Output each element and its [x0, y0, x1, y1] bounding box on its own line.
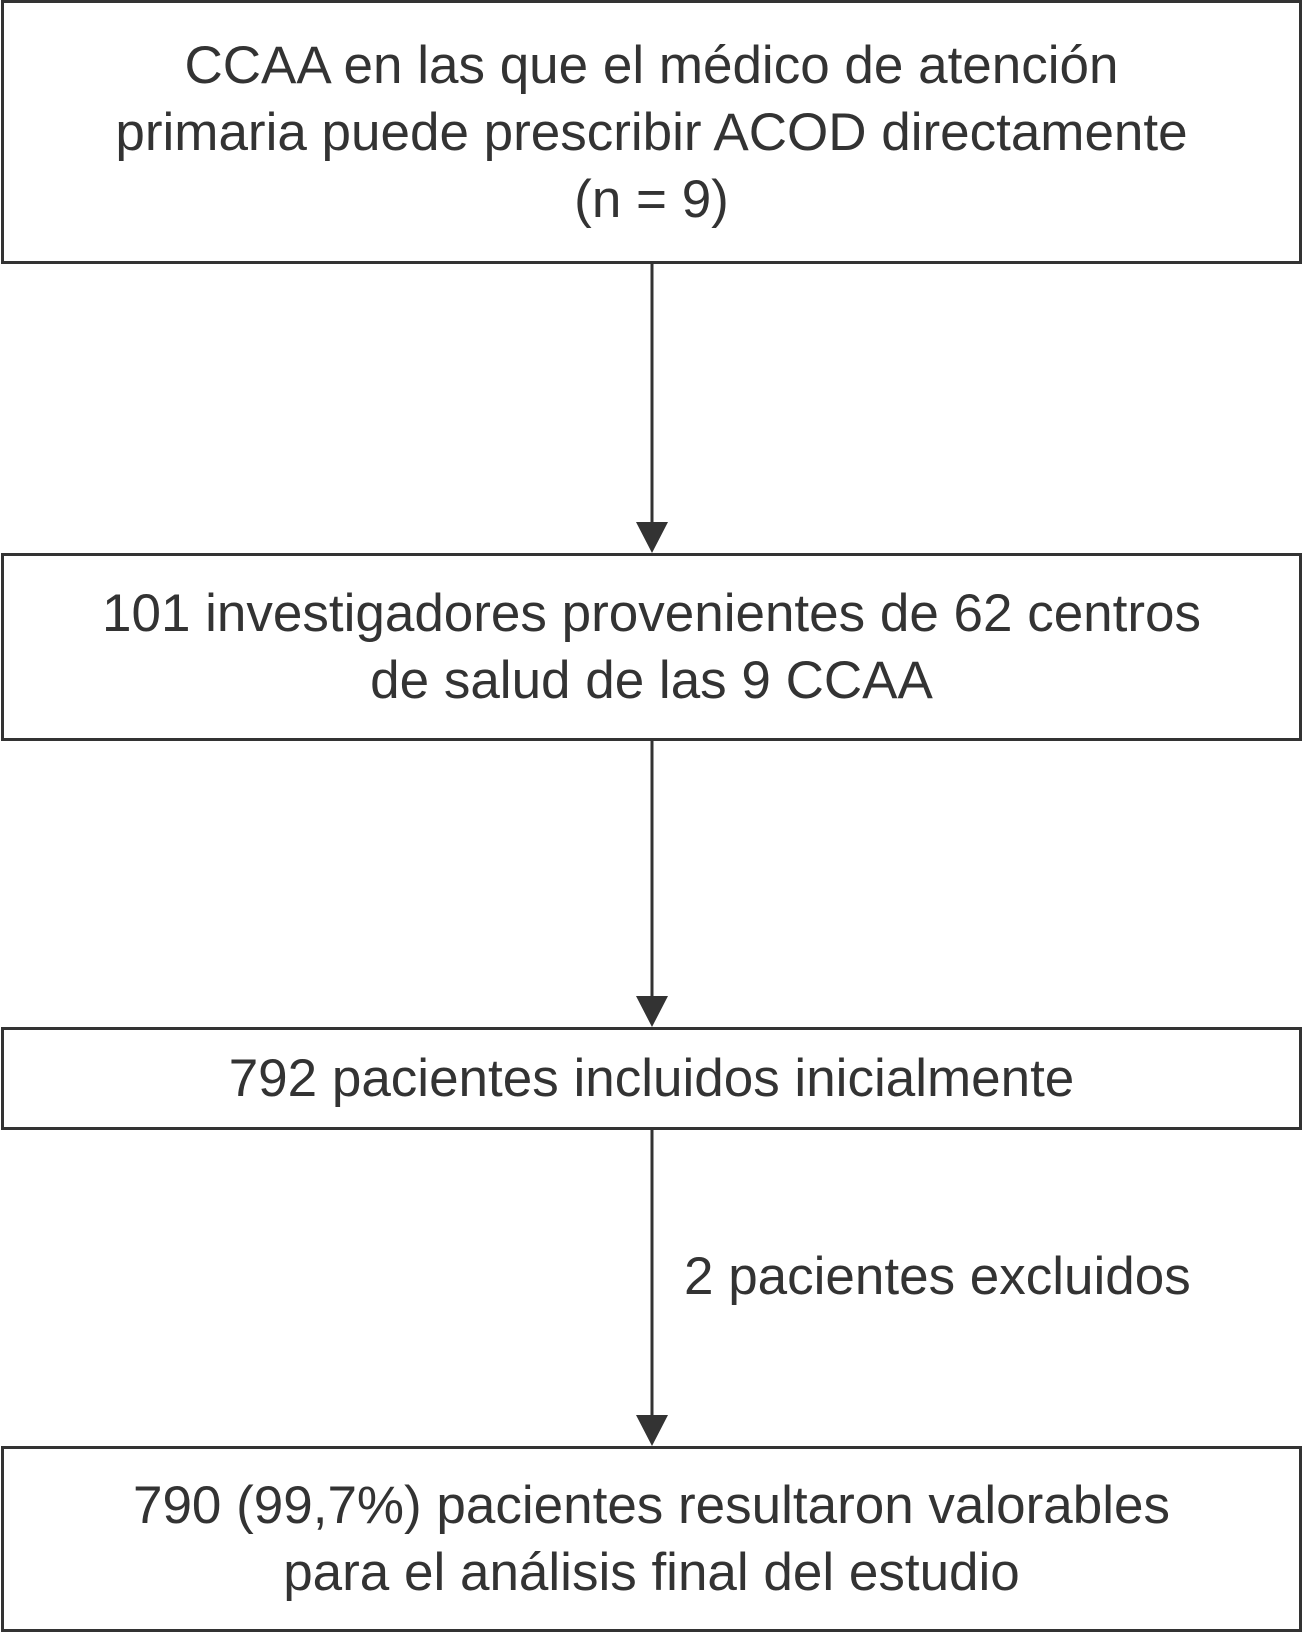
step-box-ccaa — [1, 0, 1302, 264]
step-2-line-1: 101 investigadores provenientes de 62 centros — [102, 584, 1201, 643]
exclusion-label: 2 pacientes excluidos — [684, 1247, 1191, 1306]
step-3-line-1: 792 pacientes incluidos inicialmente — [228, 1049, 1075, 1108]
step-box-pacientes-incluidos — [1, 1027, 1302, 1130]
arrow-box2-to-box3 — [636, 741, 668, 1027]
arrow-box3-to-box4 — [636, 1130, 668, 1446]
step-1-line-1: CCAA en las que el médico de atención — [184, 35, 1119, 95]
step-1-line-2: primaria puede prescribir ACOD directamente — [115, 102, 1188, 162]
step-4-line-2: para el análisis final del estudio — [283, 1543, 1020, 1602]
step-box-pacientes-valorables — [1, 1446, 1302, 1632]
step-1-line-3: (n = 9) — [574, 169, 729, 229]
step-box-investigadores — [1, 553, 1302, 741]
arrow-box1-to-box2 — [636, 264, 668, 553]
step-4-line-1: 790 (99,7%) pacientes resultaron valorables — [132, 1476, 1171, 1535]
step-2-line-2: de salud de las 9 CCAA — [370, 651, 933, 710]
